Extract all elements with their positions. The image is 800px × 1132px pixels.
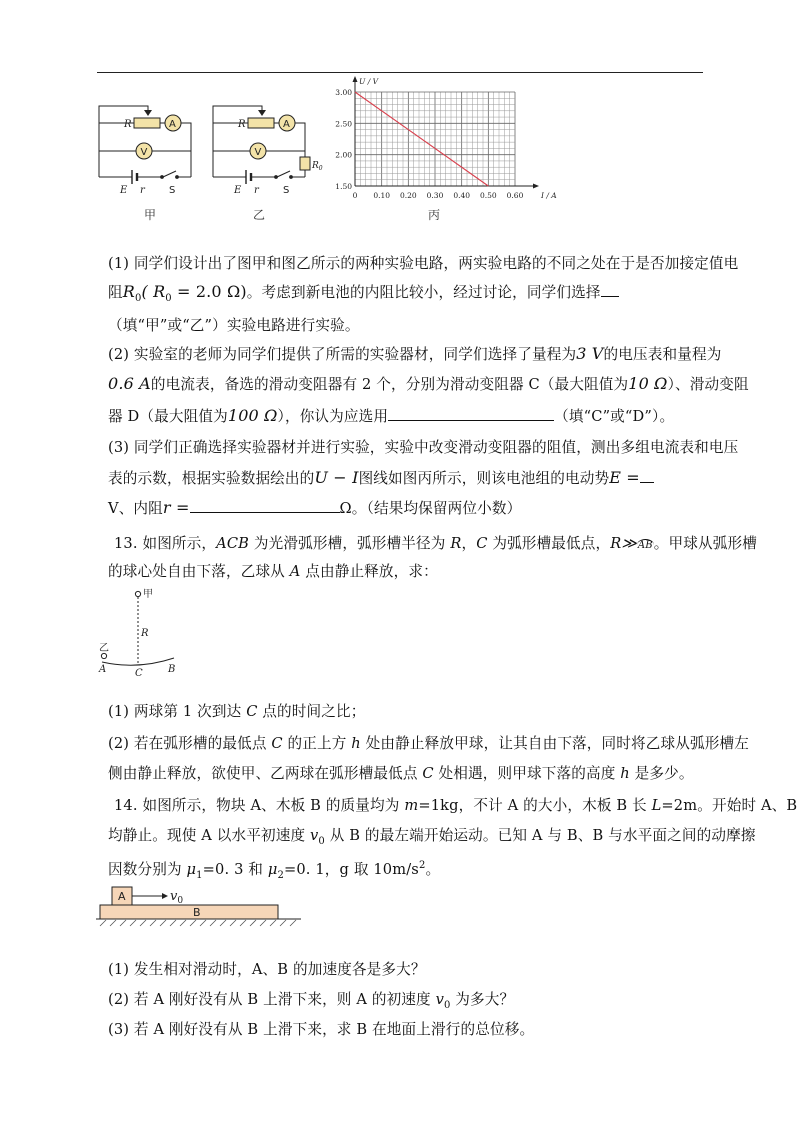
circuit-diagram-jia [96,100,196,195]
y-tick-label: 1.50 [335,182,352,191]
label-B: B [193,906,201,919]
x-tick-label: 0.30 [426,191,444,200]
label-R0: $R_0$ [312,161,323,172]
caption-yi: 乙 [253,208,266,222]
q14-sub2: (2) 若 A 刚好没有从 B 上滑下来，则 A 的初速度 $v_0$ 为多大？ [108,991,515,1011]
label-r: r [254,185,259,196]
blank-circuit-choice[interactable] [601,282,619,297]
q14-line3: 因数分别为 $\mu_1=0$. 3 和 $\mu_2=0$. 1，g 取 $10m/s^2$。 [108,860,441,881]
y-tick-label: 2.50 [335,119,352,129]
r0-value: ( $R_0 = 2.0$ Ω) [141,282,247,305]
x-tick-label: 0.60 [506,191,524,200]
q12-part3-line1: (3) 同学们正确选择实验器材并进行实验，实验中改变滑动变阻器的阻值，测出多组电流表和电压 [108,439,739,456]
caption-bing: 丙 [428,208,441,222]
label-S: S [169,185,176,196]
label-R: R [238,119,246,130]
header-rule [97,72,703,73]
x-axis-label: I / A [541,191,557,200]
label-yi: 乙 [99,643,109,654]
caption-jia: 甲 [144,208,157,222]
q14-line1: 14. 如图所示，物块 A、木板 B 的质量均为 m=1kg，不计 A 的大小，木板 B 长 L=2m。开始时 A、B [114,797,798,814]
arc-groove-diagram [96,584,186,679]
q13-sub1: (1) 两球第 1 次到达 C 点的时间之比； [108,703,366,720]
label-A: A [118,890,126,903]
q13-line1: 13. 如图所示，ACB 为光滑弧形槽，弧形槽半径为 R，C 为弧形槽最低点，R≫AB。甲球从弧形槽 [114,535,757,552]
x-tick-label: 0.40 [453,191,471,200]
label-r: r [140,185,145,196]
blank-emf[interactable] [640,468,654,483]
arc-ab-symbol: AB [637,540,653,551]
label-E: E [234,185,242,196]
y-axis-label: U / V [359,77,379,86]
q12-part3-line2: 表的示数，根据实验数据绘出的U − I图线如图丙所示，则该电池组的电动势E = [108,468,654,489]
q13-line2: 的球心处自由下落，乙球从 A 点由静止释放，求： [108,563,438,580]
x-tick-label: 0.20 [399,191,417,200]
q12-part1-line3: （填“甲”或“乙”）实验电路进行实验。 [108,317,360,334]
label-V: V [140,147,148,158]
y-axis-arrow [353,76,358,82]
q14-sub3: (3) 若 A 刚好没有从 B 上滑下来，求 B 在地面上滑行的总位移。 [108,1021,535,1038]
q13-sub2-line1: (2) 若在弧形槽的最低点 C 的正上方 h 处由静止释放甲球，让其自由下落，同时将乙球从弧形槽左 [108,735,749,752]
x-tick-label: 0.50 [479,191,497,200]
block-board-diagram [96,882,306,930]
label-V: V [254,147,262,158]
blank-rheostat-choice[interactable] [388,406,554,421]
q12-part1-line1: (1) 同学们设计出了图甲和图乙所示的两种实验电路，两实验电路的不同之处在于是否加接定值电 [108,255,739,272]
q14-sub1: (1) 发生相对滑动时，A、B 的加速度各是多大？ [108,961,426,978]
label-R: R [124,119,132,130]
ui-chart-bing [330,74,560,204]
label-A: A [283,119,290,130]
label-B: B [168,664,176,675]
y-tick-label: 2.00 [335,150,352,160]
label-S: S [283,185,290,196]
q12-part2-line1: (2) 实验室的老师为同学们提供了所需的实验器材，同学们选择了量程为3 V的电压表和量程为 [108,344,722,363]
x-tick-label: 0.10 [373,191,391,200]
q12-part1-line2: 阻$R_0$( $R_0 = 2.0$ Ω)。考虑到新电池的内阻比较小，经过讨论，同学们选择 [108,282,619,309]
circuit-diagram-yi [210,100,323,196]
y-tick-label: 3.00 [335,88,352,97]
x-axis-arrow [533,184,539,189]
q12-part2-line2: 0.6 A的电流表，备选的滑动变阻器有 2 个，分别为滑动变阻器 C（最大阻值为10 Ω）、滑动变阻 [108,374,749,393]
label-C: C [135,668,143,679]
q12-part3-line3: V、内阻r = Ω。（结果均保留两位小数） [108,498,522,517]
label-R: R [141,628,149,639]
label-A: A [169,119,176,130]
q12-part2-line3: 器 D（最大阻值为100 Ω），你认为应选用 （填“C”或“D”）。 [108,406,675,425]
q13-sub2-line2: 侧由静止释放，欲使甲、乙两球在弧形槽最低点 C 处相遇，则甲球下落的高度 h 是多少。 [108,765,694,782]
label-jia: 甲 [143,589,153,600]
x-tick-label: 0 [352,191,358,200]
blank-internal-resistance[interactable] [190,498,340,513]
label-v0: $v_0$ [170,889,184,906]
series-line [355,92,488,186]
q14-line2: 均静止。现使 A 以水平初速度 $v_0$ 从 B 的最左端开始运动。已知 A 与 B、B 与水平面之间的动摩擦 [108,827,756,847]
label-A: A [99,664,107,675]
label-E: E [120,185,128,196]
